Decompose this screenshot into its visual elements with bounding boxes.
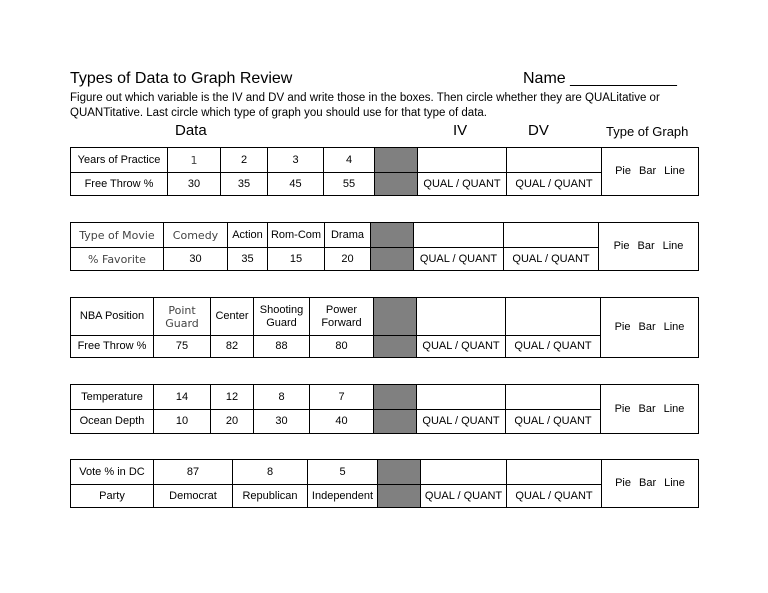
- data-cell: 40: [310, 410, 374, 434]
- data-cell: 8: [254, 385, 310, 410]
- data-cell: 82: [211, 336, 254, 358]
- dv-input-box[interactable]: [507, 148, 602, 173]
- pie-option[interactable]: Pie: [614, 402, 631, 415]
- data-cell: 35: [228, 248, 268, 271]
- shaded-divider: [374, 410, 417, 434]
- line-option[interactable]: Line: [663, 321, 685, 333]
- name-field-label: Name ____________: [523, 70, 677, 87]
- data-cell: 14: [154, 385, 211, 410]
- data-cell: 10: [154, 410, 211, 434]
- dv-input-box[interactable]: [506, 385, 601, 410]
- dv-qual-quant[interactable]: QUAL / QUANT: [506, 336, 601, 358]
- data-table-nba: [70, 297, 699, 358]
- shaded-divider: [378, 485, 421, 508]
- iv-qual-quant[interactable]: QUAL / QUANT: [414, 248, 504, 271]
- data-table-movie: [70, 222, 699, 271]
- shaded-divider: [375, 173, 418, 196]
- graph-type-choices[interactable]: [599, 223, 699, 271]
- row-label: NBA Position: [71, 298, 154, 336]
- row-label: Ocean Depth: [71, 410, 154, 434]
- worksheet-title: Types of Data to Graph Review: [70, 70, 293, 87]
- row-label: Free Throw %: [71, 336, 154, 358]
- iv-column-header: IV: [453, 122, 468, 139]
- shaded-divider: [374, 336, 417, 358]
- data-table-practice: [70, 147, 699, 196]
- data-cell: 12: [211, 385, 254, 410]
- data-cell: 3: [268, 148, 324, 173]
- data-cell: 75: [154, 336, 211, 358]
- shaded-divider: [371, 223, 414, 248]
- data-cell: 30: [254, 410, 310, 434]
- data-cell: Comedy: [164, 223, 228, 248]
- data-cell: 30: [168, 173, 221, 196]
- iv-input-box[interactable]: [414, 223, 504, 248]
- shaded-divider: [375, 148, 418, 173]
- data-cell: 4: [324, 148, 375, 173]
- data-cell: 8: [233, 460, 308, 485]
- dv-input-box[interactable]: [507, 460, 602, 485]
- data-cell: Center: [211, 298, 254, 336]
- data-cell: Independent: [308, 485, 378, 508]
- data-cell: Republican: [233, 485, 308, 508]
- data-cell: Democrat: [154, 485, 233, 508]
- dv-column-header: DV: [528, 122, 549, 139]
- bar-option[interactable]: Bar: [637, 240, 655, 252]
- shaded-divider: [378, 460, 421, 485]
- data-cell: 35: [221, 173, 268, 196]
- iv-qual-quant[interactable]: QUAL / QUANT: [417, 410, 506, 434]
- data-cell: 20: [325, 248, 371, 271]
- pie-option[interactable]: Pie: [615, 165, 631, 177]
- data-cell: 15: [268, 248, 325, 271]
- data-cell: 88: [254, 336, 310, 358]
- graph-type-choices[interactable]: [601, 385, 699, 434]
- line-option[interactable]: Line: [663, 402, 685, 415]
- row-label: Vote % in DC: [71, 460, 154, 485]
- data-table-vote: [70, 459, 699, 508]
- data-cell: 7: [310, 385, 374, 410]
- dv-input-box[interactable]: [506, 298, 601, 336]
- iv-qual-quant[interactable]: QUAL / QUANT: [418, 173, 507, 196]
- bar-option[interactable]: Bar: [638, 165, 657, 177]
- row-label: Party: [71, 485, 154, 508]
- data-table-ocean: [70, 384, 699, 434]
- dv-qual-quant[interactable]: QUAL / QUANT: [504, 248, 599, 271]
- shaded-divider: [374, 385, 417, 410]
- iv-input-box[interactable]: [417, 385, 506, 410]
- line-option[interactable]: Line: [662, 240, 684, 252]
- data-cell: Power Forward: [310, 298, 374, 336]
- data-cell: Rom-Com: [268, 223, 325, 248]
- iv-input-box[interactable]: [417, 298, 506, 336]
- bar-option[interactable]: Bar: [638, 402, 656, 415]
- iv-qual-quant[interactable]: QUAL / QUANT: [417, 336, 506, 358]
- data-cell: 1: [168, 148, 221, 173]
- pie-option[interactable]: Pie: [615, 477, 631, 489]
- row-label: Years of Practice: [71, 148, 168, 173]
- data-cell: Point Guard: [154, 298, 211, 336]
- data-cell: 87: [154, 460, 233, 485]
- data-cell: 80: [310, 336, 374, 358]
- graph-type-choices[interactable]: [601, 298, 699, 358]
- instructions: Figure out which variable is the IV and DV and write those in the boxes. Then circle whether they are QUALitative or QUANTitative. Last circle which type of graph you should use for that type of data.: [70, 92, 660, 119]
- data-cell: 5: [308, 460, 378, 485]
- graph-type-choices[interactable]: [602, 148, 699, 196]
- shaded-divider: [371, 248, 414, 271]
- data-cell: Action: [228, 223, 268, 248]
- iv-qual-quant[interactable]: QUAL / QUANT: [421, 485, 507, 508]
- data-cell: 20: [211, 410, 254, 434]
- bar-option[interactable]: Bar: [638, 321, 656, 333]
- dv-input-box[interactable]: [504, 223, 599, 248]
- row-label: Type of Movie: [71, 223, 164, 248]
- iv-input-box[interactable]: [418, 148, 507, 173]
- data-cell: 45: [268, 173, 324, 196]
- line-option[interactable]: Line: [664, 165, 685, 177]
- shaded-divider: [374, 298, 417, 336]
- data-cell: 2: [221, 148, 268, 173]
- pie-option[interactable]: Pie: [613, 240, 630, 252]
- iv-input-box[interactable]: [421, 460, 507, 485]
- dv-qual-quant[interactable]: QUAL / QUANT: [507, 173, 602, 196]
- data-cell: Drama: [325, 223, 371, 248]
- graph-type-column-header: Type of Graph: [606, 124, 689, 139]
- pie-option[interactable]: Pie: [614, 321, 631, 333]
- graph-type-choices[interactable]: [602, 460, 699, 508]
- bar-option[interactable]: Bar: [638, 477, 657, 489]
- data-cell: Shooting Guard: [254, 298, 310, 336]
- data-column-header: Data: [175, 122, 207, 139]
- dv-qual-quant[interactable]: QUAL / QUANT: [506, 410, 601, 434]
- row-label: Free Throw %: [71, 173, 168, 196]
- row-label: % Favorite: [71, 248, 164, 271]
- dv-qual-quant[interactable]: QUAL / QUANT: [507, 485, 602, 508]
- data-cell: 55: [324, 173, 375, 196]
- row-label: Temperature: [71, 385, 154, 410]
- line-option[interactable]: Line: [664, 477, 685, 489]
- data-cell: 30: [164, 248, 228, 271]
